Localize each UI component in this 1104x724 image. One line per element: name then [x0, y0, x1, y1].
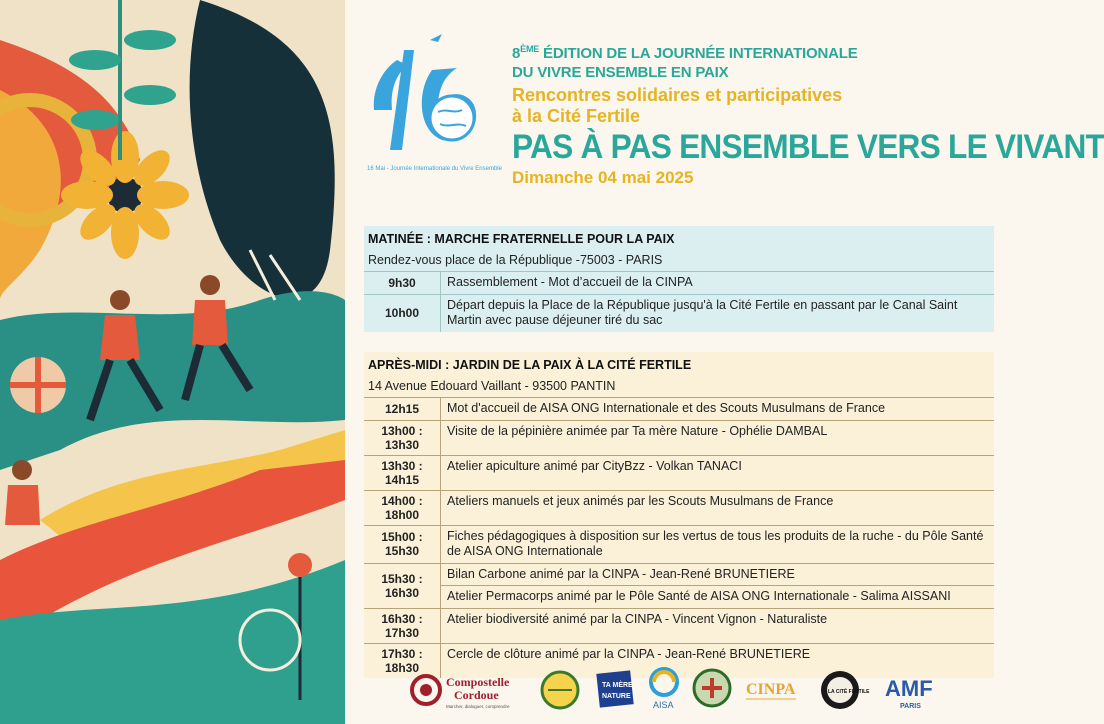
logo-text-cinpa: CINPA [746, 681, 796, 698]
header [512, 40, 1104, 189]
logo-text-nature: NATURE [602, 693, 631, 700]
cite-fertile-logo [821, 671, 870, 709]
partner-logos-strip [400, 664, 1000, 716]
compostelle-cordoue-logo [412, 675, 510, 709]
logo-text-citefertile: LA CITÉ FERTILE [828, 689, 870, 695]
table-row [364, 455, 994, 490]
logo-text-compostelle: Compostelle [446, 675, 510, 689]
table-row [364, 563, 994, 608]
scouts-logo [694, 670, 730, 706]
aisa-logo [651, 669, 677, 710]
decorative-illustration [0, 0, 345, 724]
logo-text-tamere: TA MÈRE [602, 682, 633, 689]
journee-16-mai-logo [362, 30, 507, 180]
logo-text-aisa: AISA [653, 700, 674, 710]
row-time: 9h30 [364, 272, 441, 294]
row-time: 13h30 : 14h15 [364, 456, 441, 490]
citybzz-logo [542, 672, 578, 708]
logo-text-amf: AMF [885, 676, 933, 701]
row-description: Mot d'accueil de AISA ONG Internationale et des Scouts Musulmans de France [447, 401, 886, 415]
morning-schedule [364, 226, 994, 332]
row-time: 15h30 : 16h30 [364, 564, 441, 608]
ta-mere-nature-logo [596, 670, 633, 707]
main-title: PAS À PAS ENSEMBLE VERS LE VIVANT [512, 128, 1104, 166]
subtitle-line2: à la Cité Fertile [512, 106, 641, 126]
row-description: Atelier biodiversité animé par la CINPA - Vincent Vignon - Naturaliste [447, 611, 828, 626]
row-description: Cercle de clôture animé par la CINPA - Jean-René BRUNETIERE [447, 646, 811, 661]
morning-address: Rendez-vous place de la République -75003 - PARIS [368, 253, 663, 267]
table-row [364, 608, 994, 643]
row-description [441, 564, 994, 608]
amf-paris-logo [885, 676, 933, 710]
table-row [364, 525, 994, 563]
row-time: 16h30 : 17h30 [364, 609, 441, 643]
svg-text:16 Mai - Journée International: 16 Mai - Journée Internationale du Vivre Ensemble [367, 166, 502, 172]
edition-title: 8ÈME ÉDITION DE LA JOURNÉE INTERNATIONALE [512, 44, 858, 62]
row-description: Visite de la pépinière animée par Ta mère Nature - Ophélie DAMBAL [447, 423, 828, 438]
subtitle-line1: Rencontres solidaires et participatives [512, 85, 843, 105]
table-row [364, 271, 994, 294]
table-row [364, 294, 994, 332]
afternoon-address: 14 Avenue Edouard Vaillant - 93500 PANTIN [368, 379, 616, 393]
row-description: Rassemblement - Mot d’accueil de la CINPA [447, 275, 693, 289]
event-date: Dimanche 04 mai 2025 [512, 168, 694, 187]
row-time: 13h00 : 13h30 [364, 421, 441, 455]
row-description-part2: Atelier Permacorps animé par le Pôle Santé de AISA ONG Internationale - Salima AISSANI [447, 589, 951, 603]
cinpa-logo [746, 681, 796, 699]
row-time: 10h00 [364, 295, 441, 332]
row-description: Ateliers manuels et jeux animés par les Scouts Musulmans de France [447, 493, 834, 508]
logo-text-paris: PARIS [900, 703, 921, 710]
partner-logos [400, 664, 1000, 716]
table-row [364, 397, 994, 420]
table-row [364, 420, 994, 455]
logo-text-cordoue: Cordoue [454, 688, 499, 702]
morning-title: MATINÉE : MARCHE FRATERNELLE POUR LA PAIX [368, 232, 675, 246]
row-time: 14h00 : 18h00 [364, 491, 441, 525]
row-time: 17h30 : 18h30 [364, 644, 441, 678]
logo-text-compostelle-tagline: Marcher, dialoguer, comprendre [446, 704, 510, 709]
afternoon-title: APRÈS-MIDI : JARDIN DE LA PAIX À LA CITÉ FERTILE [368, 358, 692, 372]
afternoon-schedule [364, 352, 994, 678]
row-time: 15h00 : 15h30 [364, 526, 441, 563]
row-description: Départ depuis la Place de la République jusqu'à la Cité Fertile en passant par le Canal Saint Martin avec pause déjeuner tiré du sac [447, 297, 958, 327]
row-description: Fiches pédagogiques à disposition sur les vertus de tous les produits de la ruche - du Pôle Santé de AISA ONG Internationale [447, 528, 984, 558]
edition-title-line2: DU VIVRE ENSEMBLE EN PAIX [512, 64, 729, 81]
row-description: Atelier apiculture animé par CityBzz - Volkan TANACI [447, 458, 742, 473]
table-row [364, 490, 994, 525]
row-time: 12h15 [364, 398, 441, 420]
row-description-part1: Bilan Carbone animé par la CINPA - Jean-René BRUNETIERE [441, 567, 994, 587]
